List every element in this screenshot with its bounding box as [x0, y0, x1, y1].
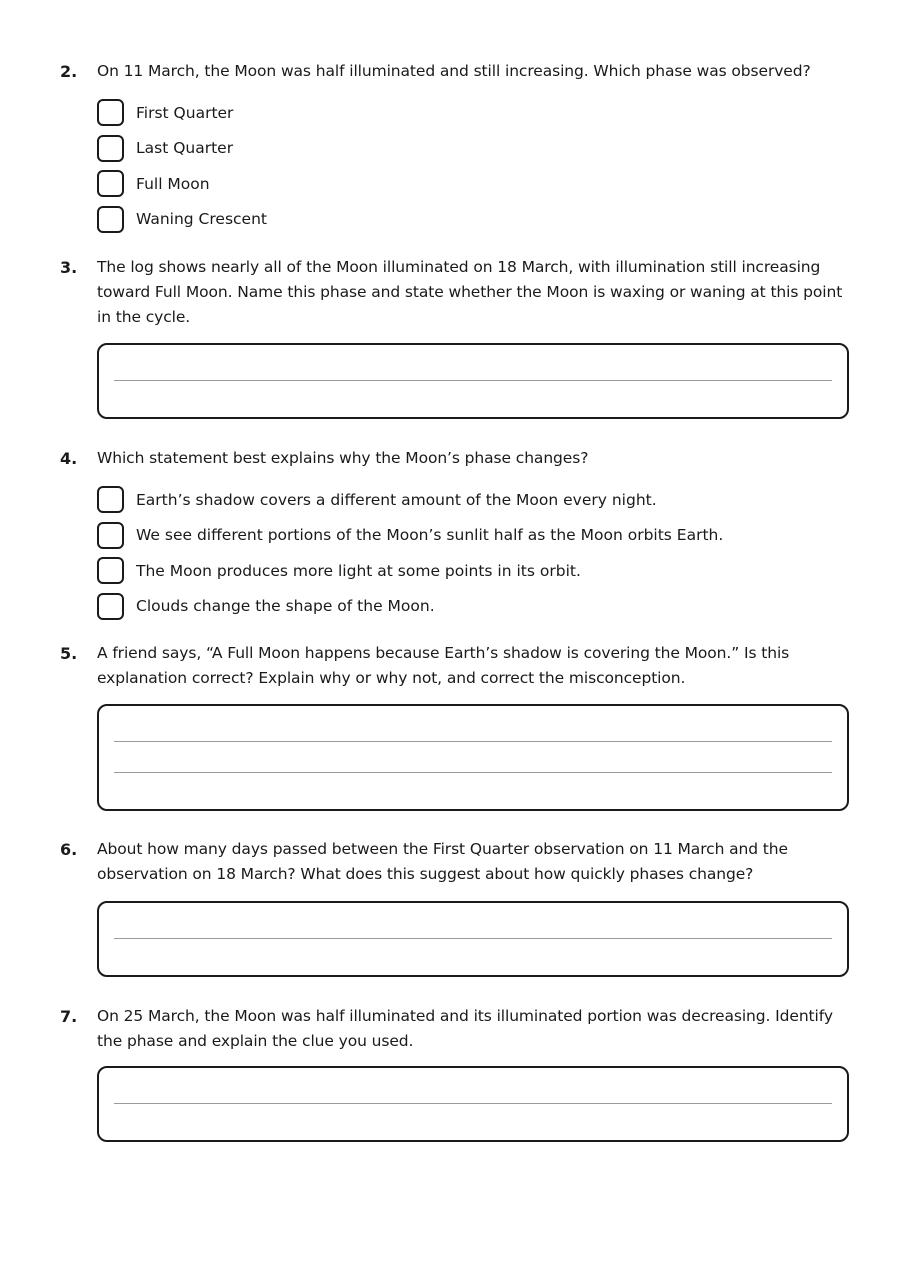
- question-3: [60, 255, 850, 330]
- option-label: Full Moon: [136, 174, 210, 193]
- checkbox[interactable]: [97, 557, 124, 584]
- question-text: On 25 March, the Moon was half illuminated and its illuminated portion was decreasing. Identify the phase and explain the clue you used.: [97, 1007, 833, 1050]
- writing-line: [114, 772, 832, 773]
- option-earth-shadow[interactable]: [97, 482, 850, 518]
- option-last-quarter[interactable]: [97, 131, 850, 167]
- option-label: First Quarter: [136, 103, 234, 122]
- checkbox[interactable]: [97, 206, 124, 233]
- answer-box-6[interactable]: [97, 901, 849, 977]
- question-text: About how many days passed between the First Quarter observation on 11 March and the observation on 18 March? What does this suggest about how quickly phases change?: [97, 840, 788, 883]
- option-label: Earth’s shadow covers a different amount of the Moon every night.: [136, 490, 657, 509]
- option-waning-crescent[interactable]: [97, 202, 850, 238]
- question-4: [60, 446, 850, 624]
- question-number: 7.: [60, 1007, 78, 1026]
- question-number: 2.: [60, 62, 78, 81]
- question-number: 3.: [60, 258, 78, 277]
- question-6: [60, 837, 850, 887]
- option-first-quarter[interactable]: [97, 95, 850, 131]
- option-sunlit-half[interactable]: [97, 518, 850, 554]
- checkbox[interactable]: [97, 486, 124, 513]
- question-7: [60, 1004, 850, 1054]
- writing-line: [114, 380, 832, 381]
- checkbox[interactable]: [97, 99, 124, 126]
- answer-box-5[interactable]: [97, 704, 849, 811]
- writing-line: [114, 1103, 832, 1104]
- question-number: 4.: [60, 449, 78, 468]
- option-label: The Moon produces more light at some points in its orbit.: [136, 561, 581, 580]
- question-text: A friend says, “A Full Moon happens because Earth’s shadow is covering the Moon.” Is this explanation correct? Explain why or why not, and correct the misconception.: [97, 644, 790, 687]
- question-5: [60, 641, 850, 691]
- checkbox[interactable]: [97, 170, 124, 197]
- question-text: Which statement best explains why the Moon’s phase changes?: [97, 449, 589, 467]
- option-list: [97, 482, 850, 624]
- option-label: Last Quarter: [136, 139, 234, 158]
- checkbox[interactable]: [97, 593, 124, 620]
- question-2: [60, 59, 850, 237]
- option-list: [97, 95, 850, 237]
- option-clouds[interactable]: [97, 589, 850, 625]
- question-number: 6.: [60, 840, 78, 859]
- option-full-moon[interactable]: [97, 166, 850, 202]
- option-label: We see different portions of the Moon’s sunlit half as the Moon orbits Earth.: [136, 526, 724, 545]
- answer-box-7[interactable]: [97, 1066, 849, 1142]
- question-text: The log shows nearly all of the Moon illuminated on 18 March, with illumination still increasing toward Full Moon. Name this phase and state whether the Moon is waxing or waning at this point in the cycle.: [97, 258, 843, 326]
- checkbox[interactable]: [97, 135, 124, 162]
- writing-line: [114, 938, 832, 939]
- option-label: Waning Crescent: [136, 210, 267, 229]
- checkbox[interactable]: [97, 522, 124, 549]
- option-label: Clouds change the shape of the Moon.: [136, 597, 435, 616]
- option-moon-produces-light[interactable]: [97, 553, 850, 589]
- question-number: 5.: [60, 644, 78, 663]
- answer-box-3[interactable]: [97, 343, 849, 419]
- question-text: On 11 March, the Moon was half illuminated and still increasing. Which phase was observed?: [97, 62, 811, 80]
- writing-line: [114, 741, 832, 742]
